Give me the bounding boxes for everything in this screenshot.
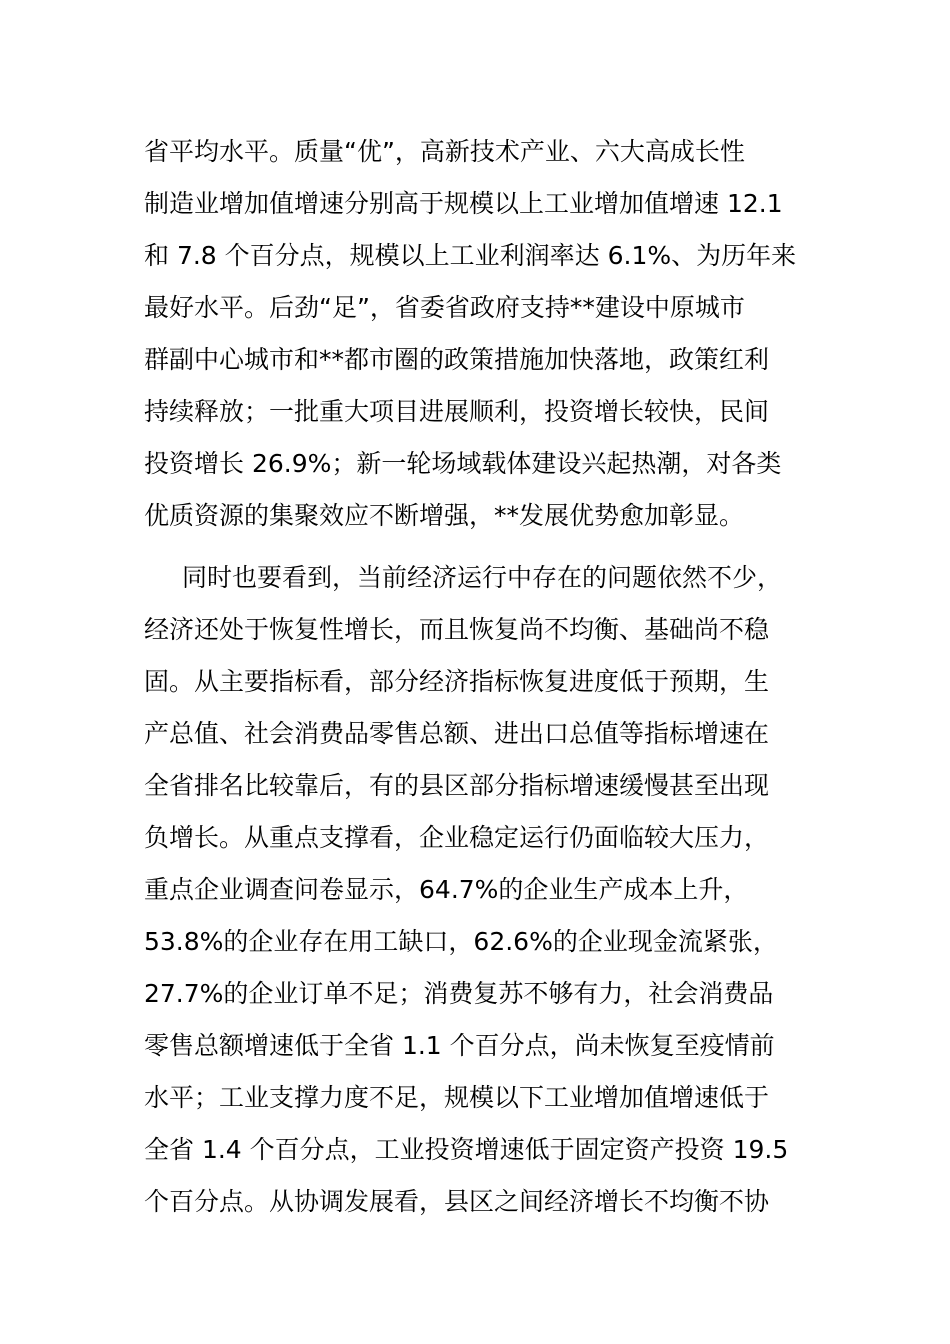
document-body [144, 126, 814, 1228]
text-line: 27.7%的企业订单不足；消费复苏不够有力，社会消费品 [144, 979, 774, 1008]
paragraph-2 [144, 552, 814, 1228]
paragraph-spacer [144, 542, 814, 552]
text-line: 经济还处于恢复性增长，而且恢复尚不均衡、基础尚不稳 [144, 615, 770, 644]
text-line: 水平；工业支撑力度不足，规模以下工业增加值增速低于 [144, 1083, 770, 1112]
text-line: 持续释放；一批重大项目进展顺利，投资增长较快，民间 [144, 397, 770, 426]
text-line: 53.8%的企业存在用工缺口，62.6%的企业现金流紧张， [144, 927, 778, 956]
text-line: 重点企业调查问卷显示，64.7%的企业生产成本上升， [144, 875, 749, 904]
text-line: 制造业增加值增速分别高于规模以上工业增加值增速 12.1 [144, 189, 783, 218]
text-line: 省平均水平。质量“优”，高新技术产业、六大高成长性 [144, 137, 745, 166]
text-line: 优质资源的集聚效应不断增强，**发展优势愈加彰显。 [144, 501, 745, 530]
text-line: 固。从主要指标看，部分经济指标恢复进度低于预期，生 [144, 667, 770, 696]
text-line: 群副中心城市和**都市圈的政策措施加快落地，政策红利 [144, 345, 770, 374]
text-line: 全省排名比较靠后，有的县区部分指标增速缓慢甚至出现 [144, 771, 770, 800]
text-line: 零售总额增速低于全省 1.1 个百分点，尚未恢复至疫情前 [144, 1031, 775, 1060]
text-line: 最好水平。后劲“足”，省委省政府支持**建设中原城市 [144, 293, 745, 322]
text-line: 产总值、社会消费品零售总额、进出口总值等指标增速在 [144, 719, 770, 748]
paragraph-1 [144, 126, 814, 542]
text-line: 个百分点。从协调发展看，县区之间经济增长不均衡不协 [144, 1187, 770, 1216]
text-line: 和 7.8 个百分点，规模以上工业利润率达 6.1%、为历年来 [144, 241, 797, 270]
text-line: 负增长。从重点支撑看，企业稳定运行仍面临较大压力， [144, 823, 770, 852]
text-line: 同时也要看到，当前经济运行中存在的问题依然不少， [182, 563, 783, 592]
text-line: 投资增长 26.9%；新一轮场域载体建设兴起热潮，对各类 [144, 449, 782, 478]
text-line: 全省 1.4 个百分点，工业投资增速低于固定资产投资 19.5 [144, 1135, 789, 1164]
